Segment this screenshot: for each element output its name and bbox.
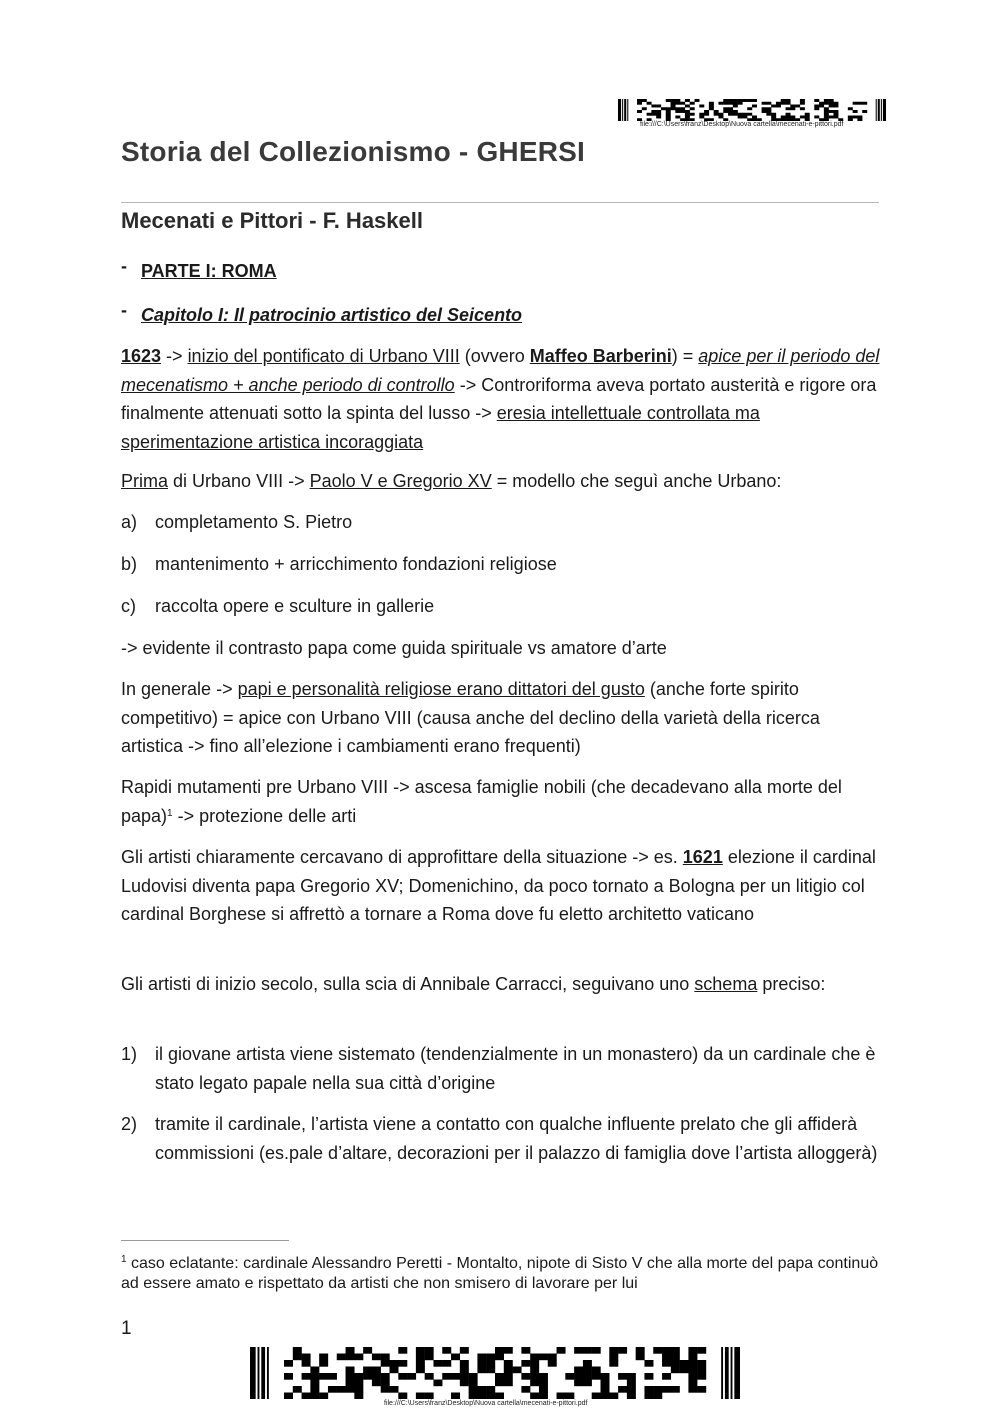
barcode-icon	[618, 99, 886, 121]
paragraph-1: 1623 -> inizio del pontificato di Urbano VIII (ovvero Maffeo Barberini) = apice per il periodo del mecenatismo + anche periodo di controllo -> Controriforma aveva portato austerità e rigore ora finalmente attenuati sotto la spinta del lusso -> eresia intellettuale controllata ma sperimentazione artistica incoraggiata	[121, 346, 880, 452]
paragraph-4: In generale -> papi e personalità religiose erano dittatori del gusto (anche forte spirito competitivo) = apice con Urbano VIII (causa anche del declino della varietà della ricerca artistica -> fino all’elezione i cambiamenti erano frequenti)	[121, 679, 820, 756]
part-heading: - PARTE I: ROMA	[121, 256, 277, 281]
barcode-bottom	[250, 1347, 740, 1399]
list-item: 1) il giovane artista viene sistemato (tendenzialmente in un monastero) da un cardinale che è stato legato papale nella sua città d’origine	[121, 1044, 876, 1093]
document-title: Storia del Collezionismo - GHERSI	[121, 136, 585, 167]
footnote: $^1$ caso eclatante: cardinale Alessandro Peretti - Montalto, nipote di Sisto V che alla morte del papa continuò ad essere amato e rispettato da artisti che non smisero di lavorare per lui	[121, 1254, 879, 1292]
paragraph-7: Gli artisti di inizio secolo, sulla scia di Annibale Carracci, seguivano uno schema preciso:	[121, 974, 826, 994]
section-marker: -	[121, 256, 127, 276]
title-divider	[121, 202, 879, 203]
list-item: c) raccolta opere e sculture in gallerie	[121, 596, 435, 616]
section-marker: -	[121, 300, 127, 320]
paragraph-5: Rapidi mutamenti pre Urbano VIII -> ascesa famiglie nobili (che decadevano alla morte del papa)$^1$ -> protezione delle arti	[121, 777, 842, 826]
footnote-divider	[121, 1240, 289, 1241]
footnote-ref: 1	[167, 807, 173, 819]
list-item: 2) tramite il cardinale, l’artista viene a contatto con qualche influente prelato che gli affiderà commissioni (es.pale d’altare, decorazioni per il palazzo di famiglia dove l’artista alloggerà)	[121, 1114, 878, 1163]
page-number: 1	[121, 1318, 132, 1339]
document-subtitle: Mecenati e Pittori - F. Haskell	[121, 208, 423, 233]
barcode-icon	[250, 1347, 740, 1399]
list-item: a) completamento S. Pietro	[121, 512, 353, 532]
file-path-header: file:///C:\Users\franz\Desktop\Nuova cartella\mecenati-e-pittori.pdf	[640, 121, 844, 128]
file-path-footer: file:///C:\Users\franz\Desktop\Nuova cartella\mecenati-e-pittori.pdf	[384, 1400, 588, 1407]
barcode-top	[618, 99, 886, 121]
paragraph-3: -> evidente il contrasto papa come guida spirituale vs amatore d’arte	[121, 638, 667, 658]
list-item: b) mantenimento + arricchimento fondazioni religiose	[121, 554, 557, 574]
paragraph-6: Gli artisti chiaramente cercavano di approfittare della situazione -> es. 1621 elezione il cardinal Ludovisi diventa papa Gregorio XV; Domenichino, da poco tornato a Bologna per un litigio col cardinal Borghese si affrettò a tornare a Roma dove fu eletto architetto vaticano	[121, 847, 876, 924]
chapter-heading: - Capitolo I: Il patrocinio artistico del Seicento	[121, 300, 523, 325]
paragraph-2: Prima di Urbano VIII -> Paolo V e Gregorio XV = modello che seguì anche Urbano:	[121, 471, 782, 491]
